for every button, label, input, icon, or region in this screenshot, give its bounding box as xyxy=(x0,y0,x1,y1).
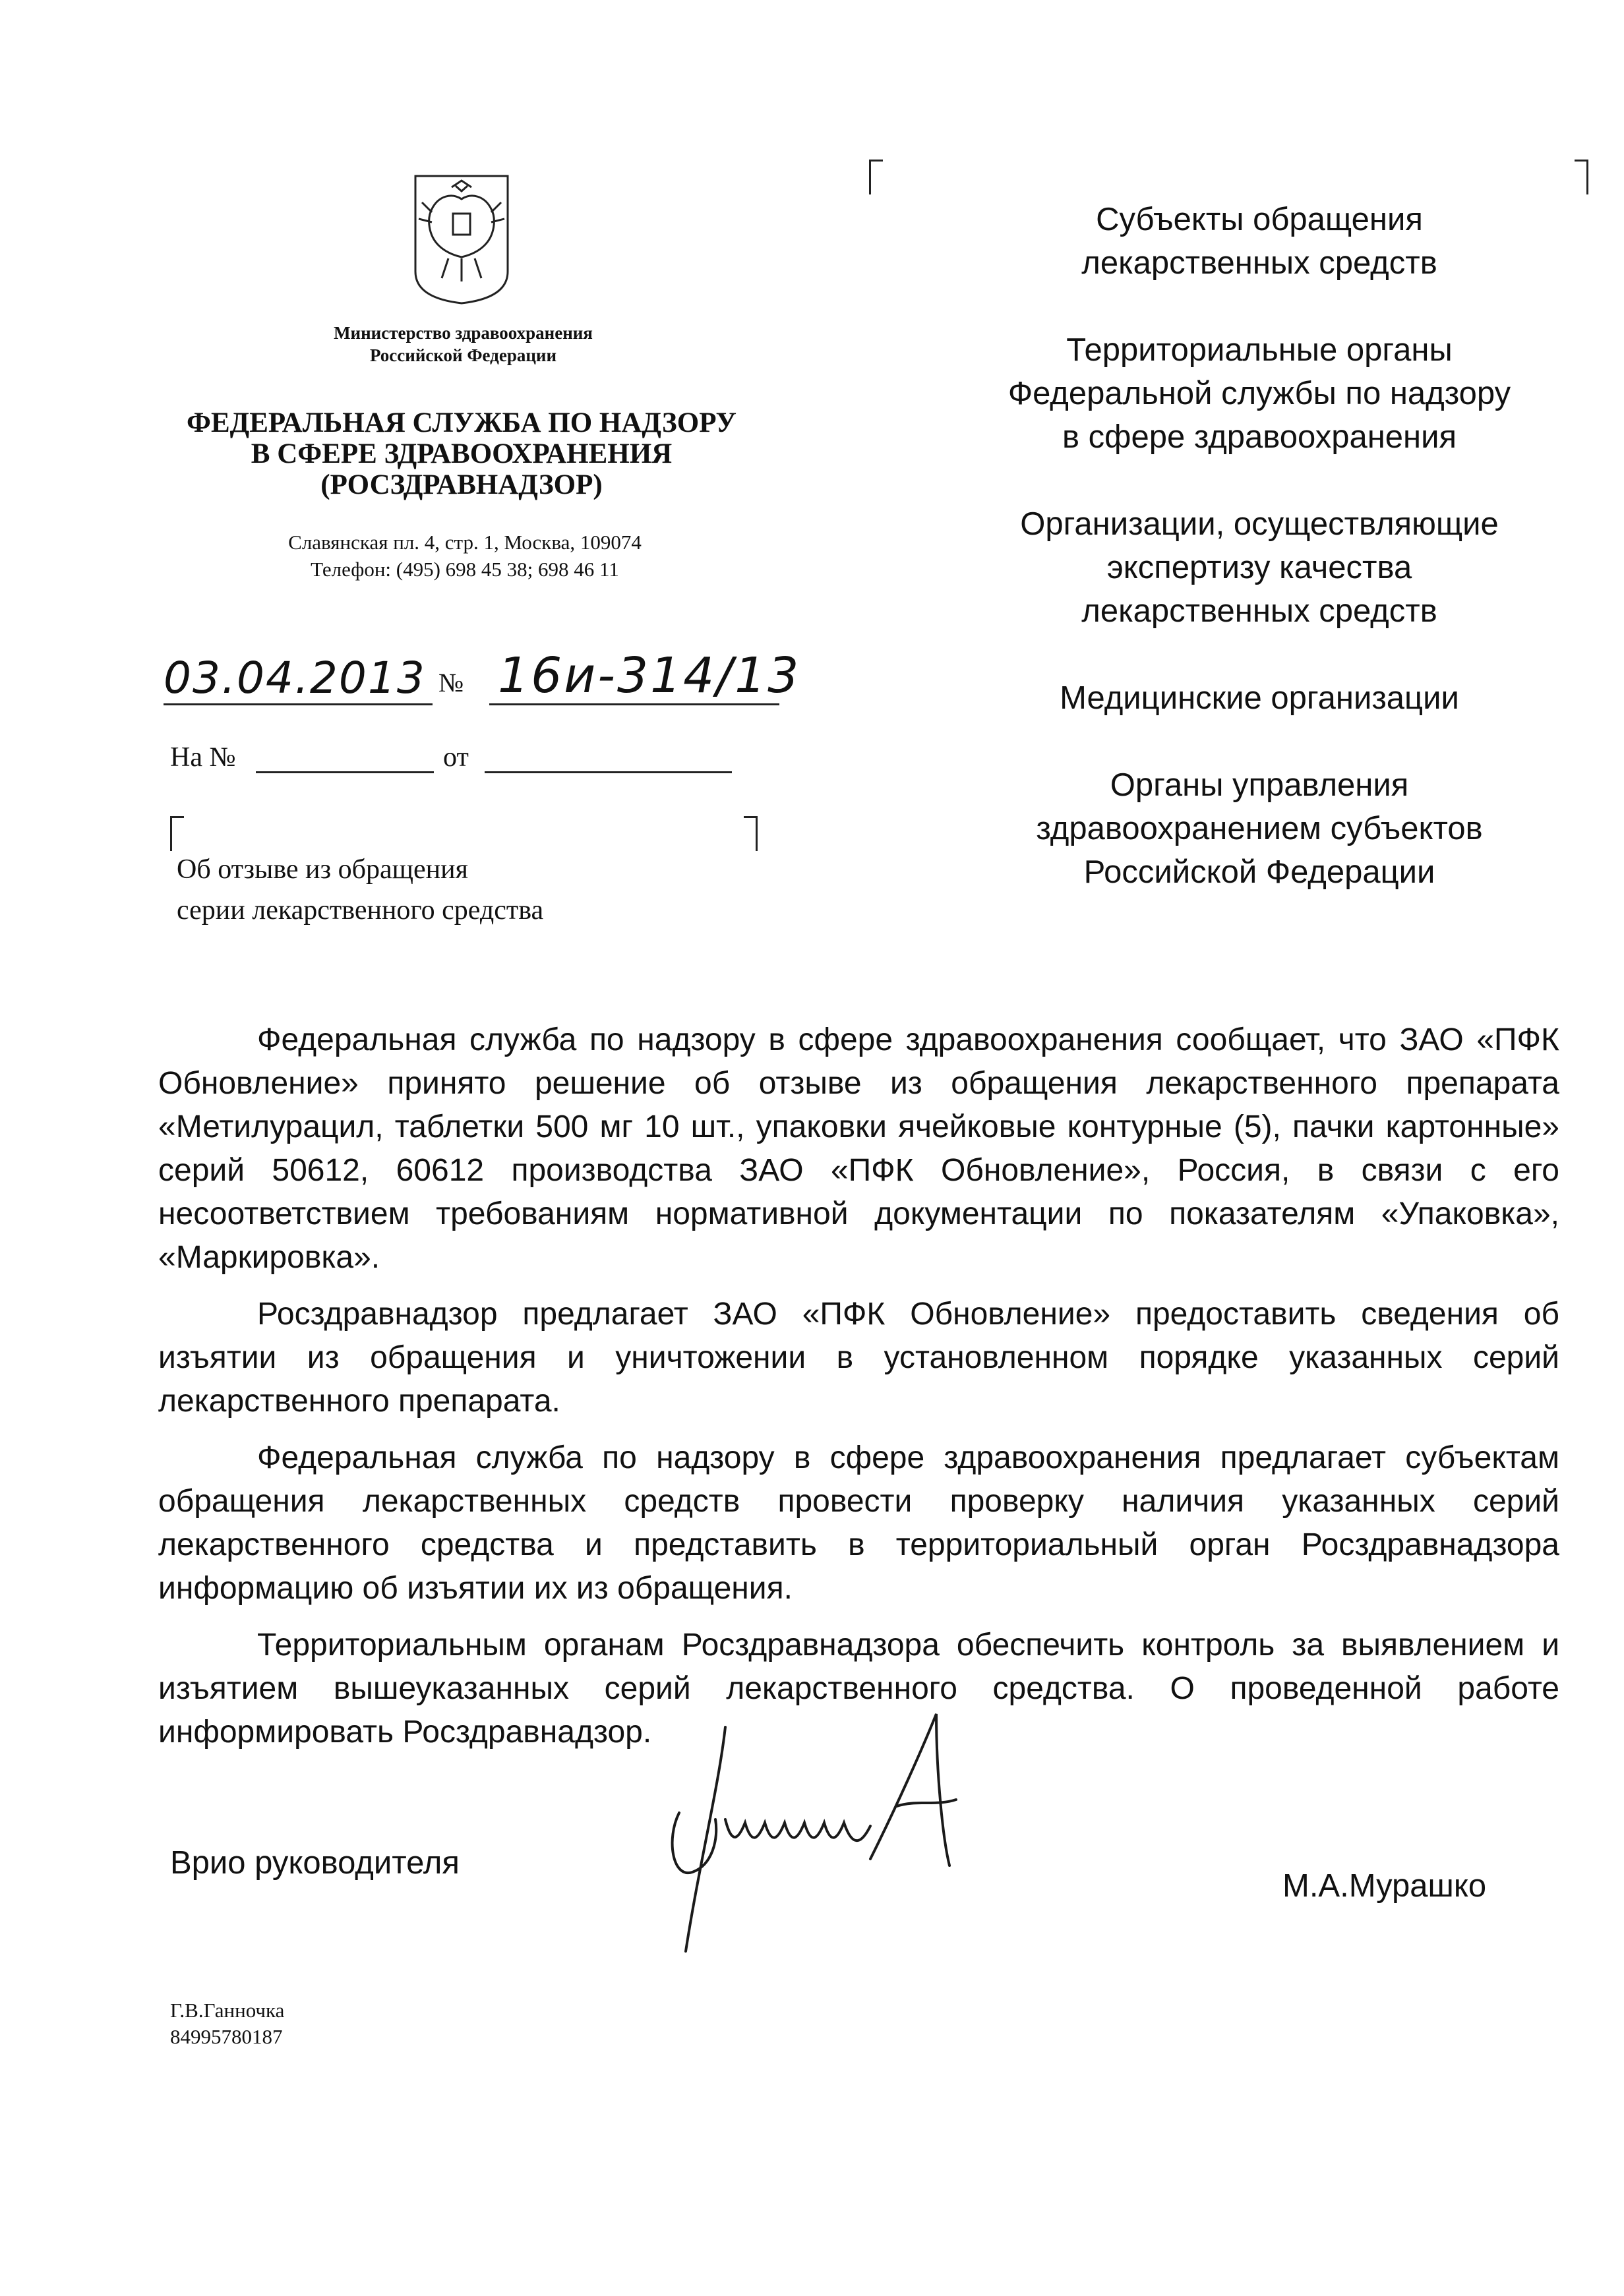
address-line: Телефон: (495) 698 45 38; 698 46 11 xyxy=(311,558,619,581)
executor-info xyxy=(170,1997,284,2050)
signatory-name: М.А.Мурашко xyxy=(1282,1868,1487,1904)
body-paragraph: Росздравнадзор предлагает ЗАО «ПФК Обновление» предоставить сведения об изъятии из обращения и уничтожении в установленном порядке указанных серий лекарственного препарата. xyxy=(158,1297,1559,1419)
registration-number-underline xyxy=(489,703,779,705)
signatory-title: Врио руководителя xyxy=(170,1845,460,1881)
service-name xyxy=(162,407,762,500)
reply-number-label: На № xyxy=(170,742,236,773)
registration-date-underline xyxy=(164,703,433,705)
addressee-line: в сфере здравоохранения xyxy=(1062,419,1457,455)
subject-line: серии лекарственного средства xyxy=(177,895,544,926)
letter-body xyxy=(158,1018,1559,1767)
addressee-bracket-right xyxy=(1575,160,1588,194)
coat-of-arms-icon xyxy=(412,173,511,305)
body-paragraph: Федеральная служба по надзору в сфере здравоохранения сообщает, что ЗАО «ПФК Обновление» принято решение об отзыве из обращения лекарственного препарата «Метилурацил, таблетки 500 мг 10 шт., упаковки ячейковые контурные (5), пачки картонные» серий 50612, 60612 производства ЗАО «ПФК Обновление», Россия, в связи с его несоответствием требованиям нормативной документации по показателям «Упаковка», «Маркировка». xyxy=(158,1022,1559,1275)
addressee-bracket-left xyxy=(869,160,883,194)
addressee-group xyxy=(976,198,1543,285)
reply-number-blank xyxy=(256,771,434,773)
addressee-line: здравоохранением субъектов xyxy=(1036,811,1483,846)
addressee-line: Органы управления xyxy=(1110,767,1409,803)
executor-phone: 84995780187 xyxy=(170,2025,283,2048)
addressee-line: лекарственных средств xyxy=(1081,593,1437,629)
service-address xyxy=(218,529,712,583)
service-line: ФЕДЕРАЛЬНАЯ СЛУЖБА ПО НАДЗОРУ xyxy=(187,407,737,438)
subject-line: Об отзыве из обращения xyxy=(177,854,468,885)
subject-bracket-right xyxy=(744,816,758,851)
addressee-line: Субъекты обращения xyxy=(1096,202,1423,237)
addressee-line: Территориальные органы xyxy=(1066,332,1453,368)
subject-bracket-left xyxy=(170,816,184,851)
handwritten-signature xyxy=(659,1707,1002,1964)
ministry-name xyxy=(251,322,676,367)
service-line: (РОСЗДРАВНАДЗОР) xyxy=(320,469,603,500)
reply-date-blank xyxy=(485,771,732,773)
registration-date: 03.04.2013 xyxy=(164,653,426,703)
reply-date-label: от xyxy=(443,742,469,773)
letter-subject xyxy=(177,849,543,931)
ministry-line: Российской Федерации xyxy=(369,345,557,365)
addressee-group xyxy=(976,763,1543,894)
addressee-line: Медицинские организации xyxy=(1060,680,1459,716)
addressee-line: лекарственных средств xyxy=(1081,245,1437,281)
registration-number-sign: № xyxy=(438,668,464,697)
addressee-line: Организации, осуществляющие xyxy=(1020,506,1499,542)
addressee-group xyxy=(976,676,1543,720)
addressee-line: Российской Федерации xyxy=(1083,854,1435,890)
addressee-group xyxy=(976,502,1543,633)
address-line: Славянская пл. 4, стр. 1, Москва, 109074 xyxy=(288,531,642,554)
registration-number: 16и-314/13 xyxy=(498,647,801,704)
executor-name: Г.В.Ганночка xyxy=(170,1999,285,2022)
service-line: В СФЕРЕ ЗДРАВООХРАНЕНИЯ xyxy=(251,438,673,469)
addressee-list xyxy=(976,198,1543,937)
body-paragraph: Федеральная служба по надзору в сфере здравоохранения предлагает субъектам обращения лекарственных средств провести проверку наличия указанных серий лекарственного средства и представить в территориальный орган Росздравнадзора информацию об изъятии их из обращения. xyxy=(158,1440,1559,1606)
addressee-line: экспертизу качества xyxy=(1106,550,1412,585)
body-paragraph: Территориальным органам Росздравнадзора обеспечить контроль за выявлением и изъятием вышеуказанных серий лекарственного средства. О проведенной работе информировать Росздравнадзор. xyxy=(158,1628,1559,1750)
addressee-group xyxy=(976,328,1543,459)
addressee-line: Федеральной службы по надзору xyxy=(1007,376,1511,411)
ministry-line: Министерство здравоохранения xyxy=(334,323,593,343)
